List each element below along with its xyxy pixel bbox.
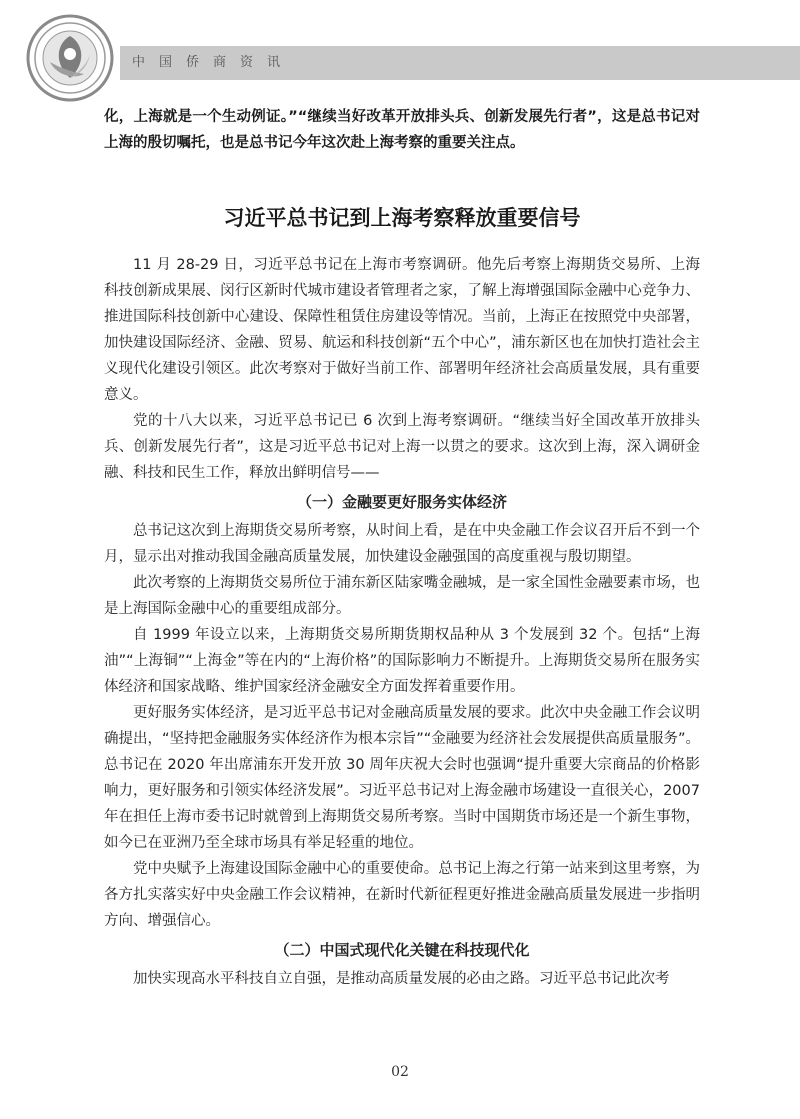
- logo-emblem: [26, 14, 114, 102]
- page-number: 02: [391, 1064, 409, 1080]
- finance-paragraph-5: 党中央赋予上海建设国际金融中心的重要使命。总书记上海之行第一站来到这里考察，为各方扎实落实好中央金融工作会议精神，在新时代新征程更好推进金融高质量发展进一步指明方向、增强信心。: [104, 861, 700, 929]
- finance-paragraph-2: 此次考察的上海期货交易所位于浦东新区陆家嘴金融城，是一家全国性金融要素市场，也是上海国际金融中心的重要组成部分。: [104, 575, 700, 617]
- intro-paragraph-1: 11 月 28-29 日，习近平总书记在上海市考察调研。他先后考察上海期货交易所、上海科技创新成果展、闵行区新时代城市建设者管理者之家，了解上海增强国际金融中心竞争力、推进国际科技创新中心建设、保障性租赁住房建设等情况。当前，上海正在按照党中央部署，加快建设国际经济、金融、贸易、航运和科技创新“五个中心”，浦东新区也在加快打造社会主义现代化建设引领区。此次考察对于做好当前工作、部署明年经济社会高质量发展，具有重要意义。: [104, 257, 700, 403]
- technology-paragraph-1: 加快实现高水平科技自立自强，是推动高质量发展的必由之路。习近平总书记此次考: [133, 971, 670, 987]
- finance-paragraph-4: 更好服务实体经济，是习近平总书记对金融高质量发展的要求。此次中央金融工作会议明确提出，“坚持把金融服务实体经济作为根本宗旨”“金融要为经济社会发展提供高质量服务”。总书记在 2020 年出席浦东开发开放 30 周年庆祝大会时也强调“提升重要大宗商品的价格影响力，更好服务和引领实体经济发展”。习近平总书记对上海金融市场建设一直很关心，2007 年在担任上海市委书记时就曾到上海期货交易所考察。当时中国期货市场还是一个新生事物，如今已在亚洲乃至全球市场具有举足轻重的地位。: [104, 705, 700, 851]
- article-title: 习近平总书记到上海考察释放重要信号: [223, 206, 581, 230]
- section-heading-finance: （一）金融要更好服务实体经济: [296, 493, 507, 511]
- finance-paragraph-3: 自 1999 年设立以来，上海期货交易所期货期权品种从 3 个发展到 32 个。包括“上海油”“上海铜”“上海金”等在内的“上海价格”的国际影响力不断提升。上海期货交易所在服务实体经济和国家战略、维护国家经济金融安全方面发挥着重要作用。: [104, 627, 700, 695]
- header-band: [0, 46, 800, 80]
- finance-paragraph-1: 总书记这次到上海期货交易所考察，从时间上看，是在中央金融工作会议召开后不到一个月，显示出对推动我国金融高质量发展，加快建设金融强国的高度重视与殷切期望。: [104, 523, 700, 565]
- lead-paragraph: 化，上海就是一个生动例证。”“继续当好改革开放排头兵、创新发展先行者”，这是总书记对上海的殷切嘱托，也是总书记今年这次赴上海考察的重要关注点。: [104, 109, 700, 151]
- section-heading-technology: （二）中国式现代化关键在科技现代化: [274, 941, 530, 959]
- intro-paragraph-2: 党的十八大以来，习近平总书记已 6 次到上海考察调研。“继续当好全国改革开放排头兵、创新发展先行者”，这是习近平总书记对上海一以贯之的要求。这次到上海，深入调研金融、科技和民生工作，释放出鲜明信号——: [104, 413, 700, 481]
- page-content: [104, 104, 700, 992]
- header-title: 中国侨商资讯: [132, 55, 295, 70]
